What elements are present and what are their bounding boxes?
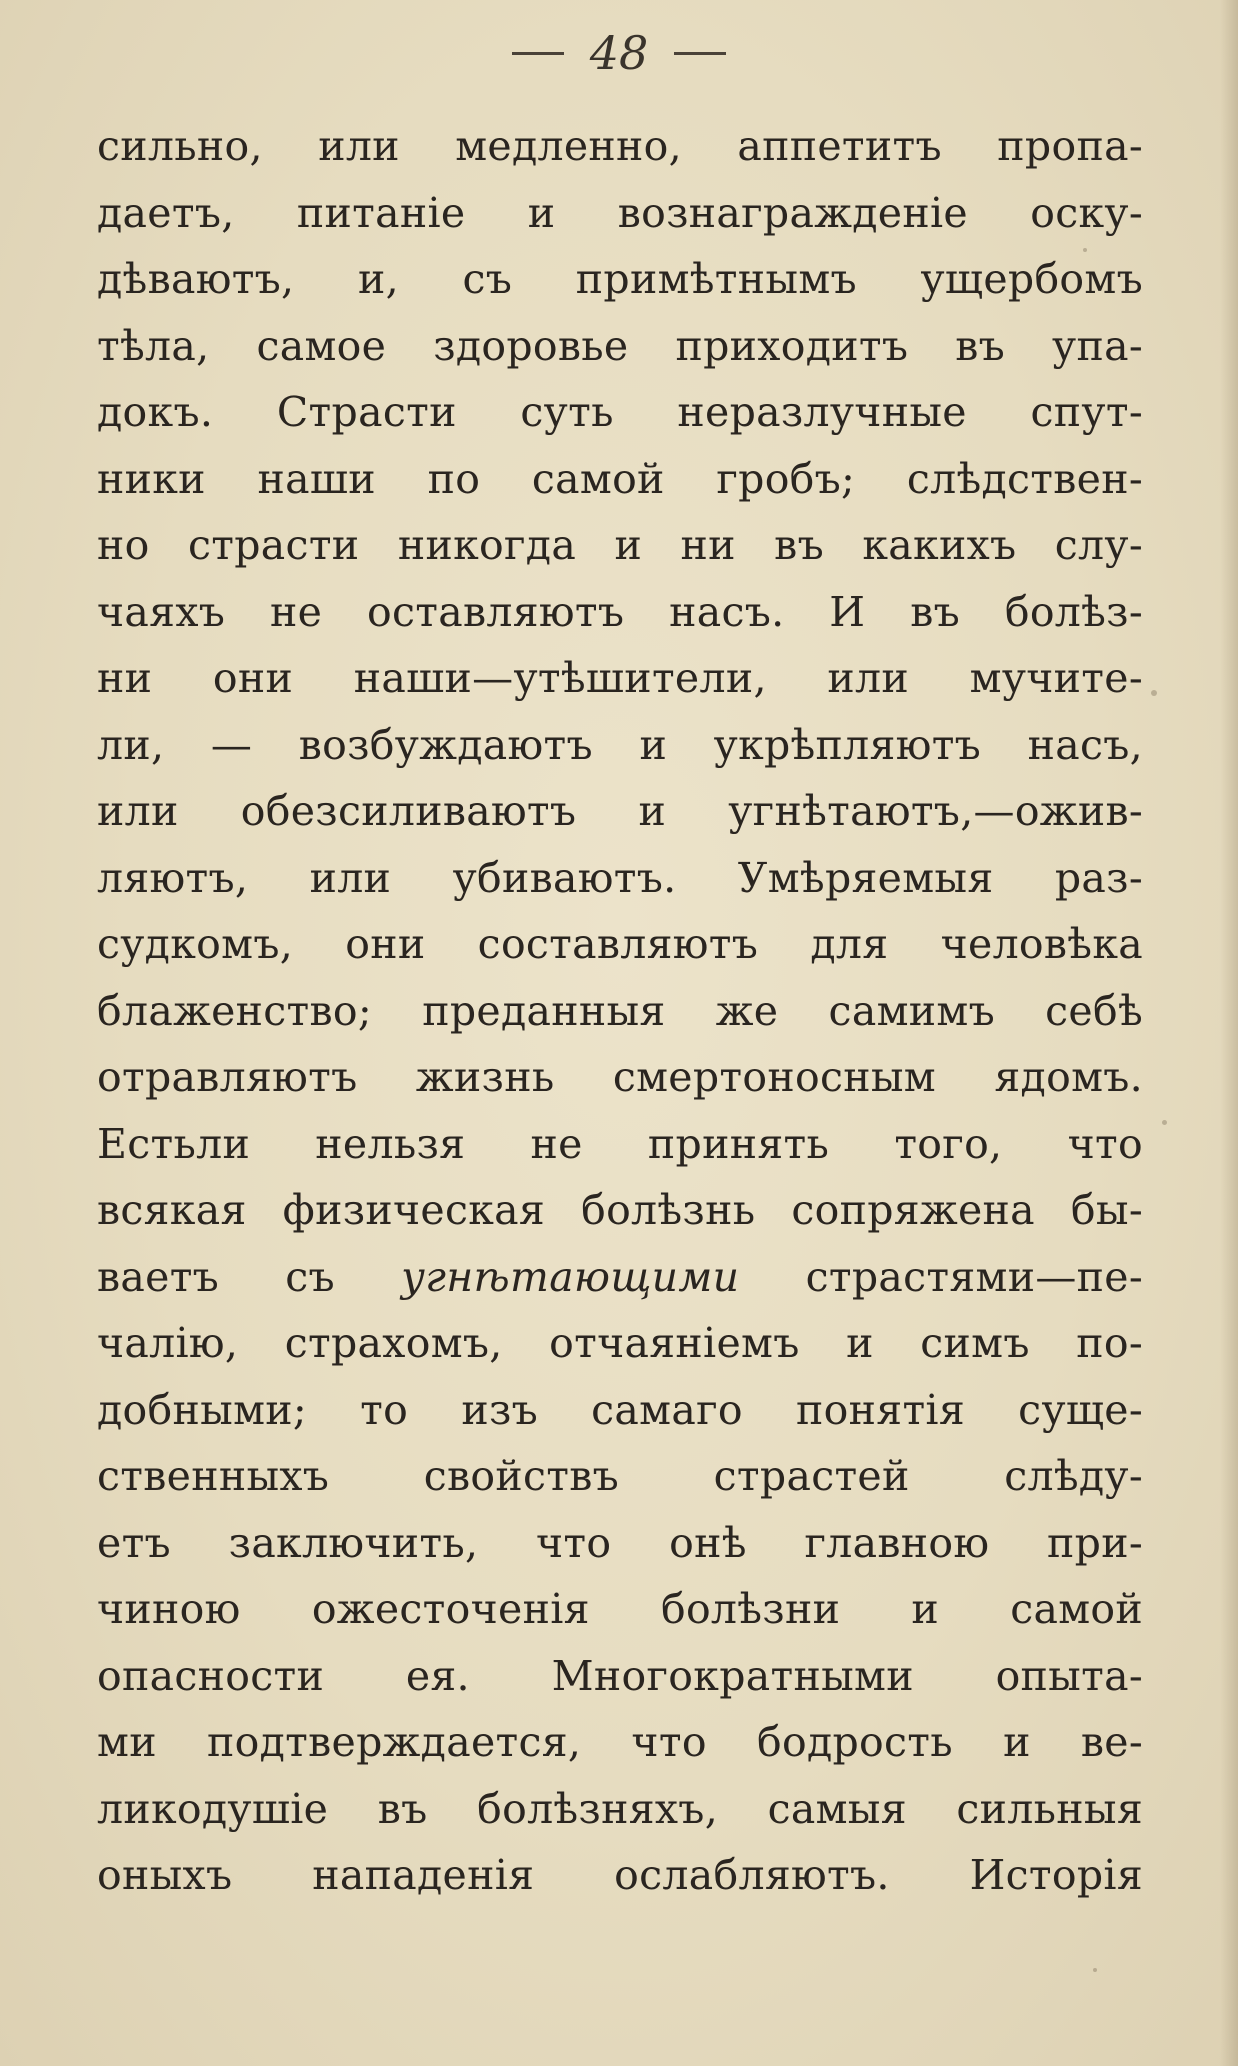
header-dash-right xyxy=(674,52,726,55)
paper-speck xyxy=(1151,690,1157,696)
page-number: 48 xyxy=(589,26,649,80)
paper-speck xyxy=(1093,1968,1097,1972)
text-line: етъ заключить, что онѣ главною при- xyxy=(97,1518,1143,1567)
text-line: тѣла, самое здоровье приходитъ въ упа- xyxy=(97,321,1143,370)
text-line: ники наши по самой гробъ; слѣдствен- xyxy=(97,454,1143,503)
text-line-with-italic xyxy=(97,1244,1143,1311)
text-line: дѣваютъ, и, съ примѣтнымъ ущербомъ xyxy=(97,255,1143,303)
text-line: блаженство; преданныя же самимъ себѣ xyxy=(97,986,1143,1035)
text-line: судкомъ, они составляютъ для человѣка xyxy=(97,920,1143,968)
text-segment: ваетъ съ xyxy=(97,1252,402,1301)
text-line: или обезсиливаютъ и угнѣтаютъ,—ожив- xyxy=(97,787,1143,835)
text-line: чиною ожесточенія болѣзни и самой xyxy=(97,1585,1143,1633)
body-text xyxy=(97,113,1143,1909)
page-header xyxy=(0,14,1238,84)
text-line: сильно, или медленно, аппетитъ пропа- xyxy=(97,122,1143,170)
text-line: ликодушіе въ болѣзняхъ, самыя сильныя xyxy=(97,1784,1143,1833)
text-line: ми подтверждается, что бодрость и ве- xyxy=(97,1718,1143,1766)
page-edge-shadow xyxy=(1220,0,1238,2066)
text-line: ли, — возбуждаютъ и укрѣпляютъ насъ, xyxy=(97,720,1143,769)
text-line: добными; то изъ самаго понятія суще- xyxy=(97,1385,1143,1434)
text-line: докъ. Страсти суть неразлучные спут- xyxy=(97,388,1143,436)
text-line: но страсти никогда и ни въ какихъ слу- xyxy=(97,521,1143,569)
paper-speck xyxy=(1083,248,1087,252)
text-line: ни они наши—утѣшители, или мучите- xyxy=(97,654,1143,702)
text-line: опасности ея. Многократными опыта- xyxy=(97,1651,1143,1700)
text-segment: страстями—пе- xyxy=(739,1252,1143,1301)
header-dash-left xyxy=(512,52,564,55)
italic-word: угнѣтающими xyxy=(401,1252,740,1301)
text-line: отравляютъ жизнь смертоносным ядомъ. xyxy=(97,1053,1143,1101)
text-line: чаяхъ не оставляютъ насъ. И въ болѣз- xyxy=(97,587,1143,636)
text-line: оныхъ нападенія ослабляютъ. Исторія xyxy=(97,1851,1143,1899)
text-line: Естьли нельзя не принять того, что xyxy=(97,1119,1143,1168)
paper-speck xyxy=(1162,1120,1167,1125)
text-line: ственныхъ свойствъ страстей слѣду- xyxy=(97,1452,1143,1500)
text-line: даетъ, питаніе и вознагражденіе оску- xyxy=(97,188,1143,237)
text-line: всякая физическая болѣзнь сопряжена бы- xyxy=(97,1186,1143,1234)
text-line: ляютъ, или убиваютъ. Умѣряемыя раз- xyxy=(97,853,1143,902)
text-line: чалію, страхомъ, отчаяніемъ и симъ по- xyxy=(97,1319,1143,1367)
